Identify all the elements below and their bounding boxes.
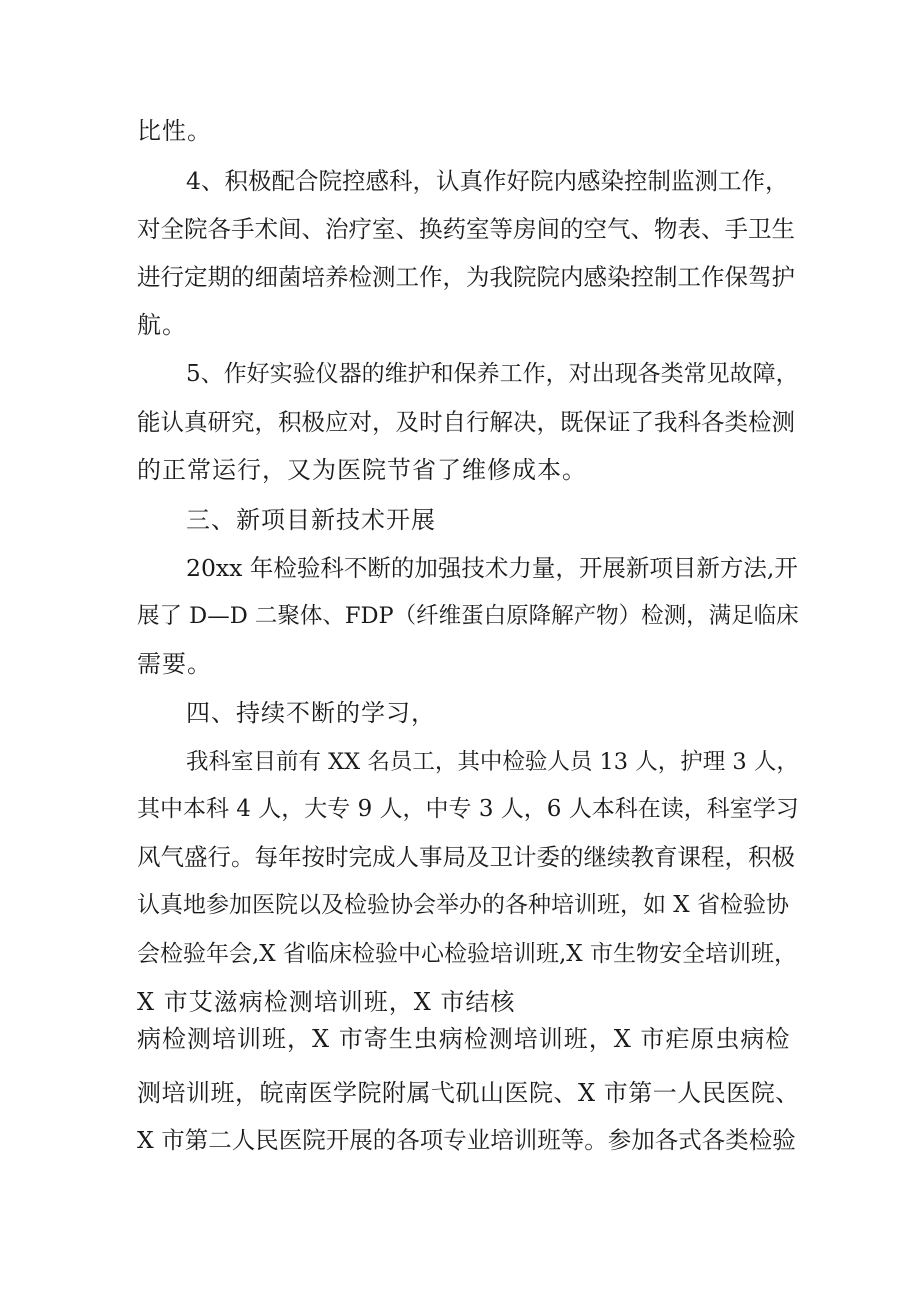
text-line: 进行定期的细菌培养检测工作，为我院院内感染控制工作保驾护 — [137, 263, 795, 291]
section-heading: 三、新项目新技术开展 — [186, 506, 436, 534]
text-line: 5、作好实验仪器的维护和保养工作，对出现各类常见故障， — [186, 361, 799, 387]
text-line: 4、积极配合院控感科，认真作好院内感染控制监测工作， — [186, 167, 789, 195]
text-line: 测培训班，皖南医学院附属弋矶山医院、X 市第一人民医院、 — [137, 1079, 800, 1107]
text-line: 病检测培训班，X 市寄生虫病检测培训班，X 市疟原虫病检 — [137, 1025, 791, 1053]
text-line: 比性。 — [137, 117, 212, 145]
text-line: 能认真研究，积极应对，及时自行解决，既保证了我科各类检测 — [137, 408, 795, 436]
text-line: 认真地参加医院以及检验协会举办的各种培训班，如 X 省检验协 — [137, 892, 789, 918]
text-line: 20xx 年检验科不断的加强技术力量，开展新项目新方法,开 — [186, 554, 798, 582]
text-line: 对全院各手术间、治疗室、换药室等房间的空气、物表、手卫生 — [137, 215, 795, 243]
text-line: 展了 D—D 二聚体、FDP（纤维蛋白原降解产物）检测，满足临床 — [137, 603, 799, 629]
text-line: 其中本科 4 人，大专 9 人，中专 3 人，6 人本科在读，科室学习 — [137, 796, 799, 822]
section-heading: 四、持续不断的学习， — [186, 699, 436, 727]
text-line: 会检验年会,X 省临床检验中心检验培训班,X 市生物安全培训班， — [137, 941, 797, 967]
text-line: 我科室目前有 XX 名员工，其中检验人员 13 人，护理 3 人， — [186, 749, 799, 775]
text-line: X 市第二人民医院开展的各项专业培训班等。参加各式各类检验 — [137, 1126, 796, 1154]
text-line: 风气盛行。每年按时完成人事局及卫计委的继续教育课程，积极 — [137, 843, 795, 871]
text-line: 需要。 — [137, 650, 212, 678]
text-line: X 市艾滋病检测培训班，X 市结核 — [137, 988, 516, 1016]
text-line: 的正常运行，又为医院节省了维修成本。 — [137, 456, 587, 484]
text-line: 航。 — [137, 311, 187, 339]
